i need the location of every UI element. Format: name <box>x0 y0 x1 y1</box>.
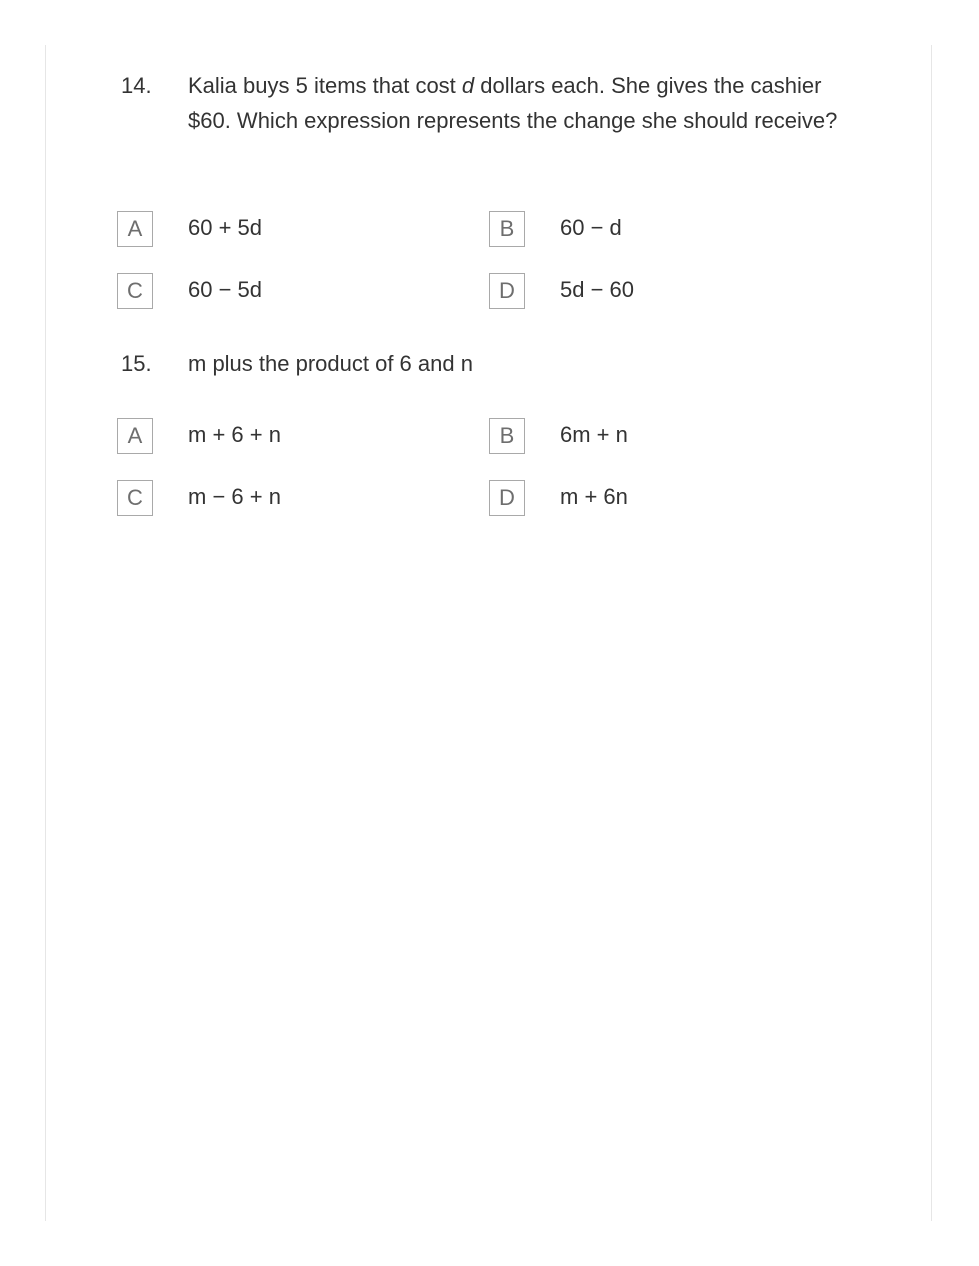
option-text: 6m + n <box>560 422 628 447</box>
option-text: 60 + 5d <box>188 215 263 240</box>
option-text: m + 6n <box>560 484 628 509</box>
option-text: m + 6 + n <box>188 422 281 447</box>
question-text-part: Kalia buys 5 items that cost <box>188 73 462 98</box>
option-text: m − 6 + n <box>188 484 281 509</box>
option-letter-box[interactable]: C <box>117 480 153 516</box>
question-number: 14. <box>121 73 152 98</box>
option-letter-box[interactable]: A <box>117 211 153 247</box>
option-text: 5d − 60 <box>560 277 635 302</box>
option-letter-box[interactable]: C <box>117 273 153 309</box>
variable-d: d <box>461 73 475 98</box>
option-letter-box[interactable]: B <box>489 418 525 454</box>
question-number: 15. <box>121 351 152 376</box>
option-text: 60 − 5d <box>188 277 263 302</box>
option-letter-box[interactable]: D <box>489 273 525 309</box>
question-text <box>188 68 868 138</box>
option-letter-box[interactable]: A <box>117 418 153 454</box>
question-text: m plus the product of 6 and n <box>188 351 473 376</box>
option-letter-box[interactable]: B <box>489 211 525 247</box>
question-text-part: dollars each. She gives the cashier $60. Which expression represents the change she should receive? <box>188 73 838 133</box>
option-letter-box[interactable]: D <box>489 480 525 516</box>
option-text: 60 − d <box>560 215 622 240</box>
